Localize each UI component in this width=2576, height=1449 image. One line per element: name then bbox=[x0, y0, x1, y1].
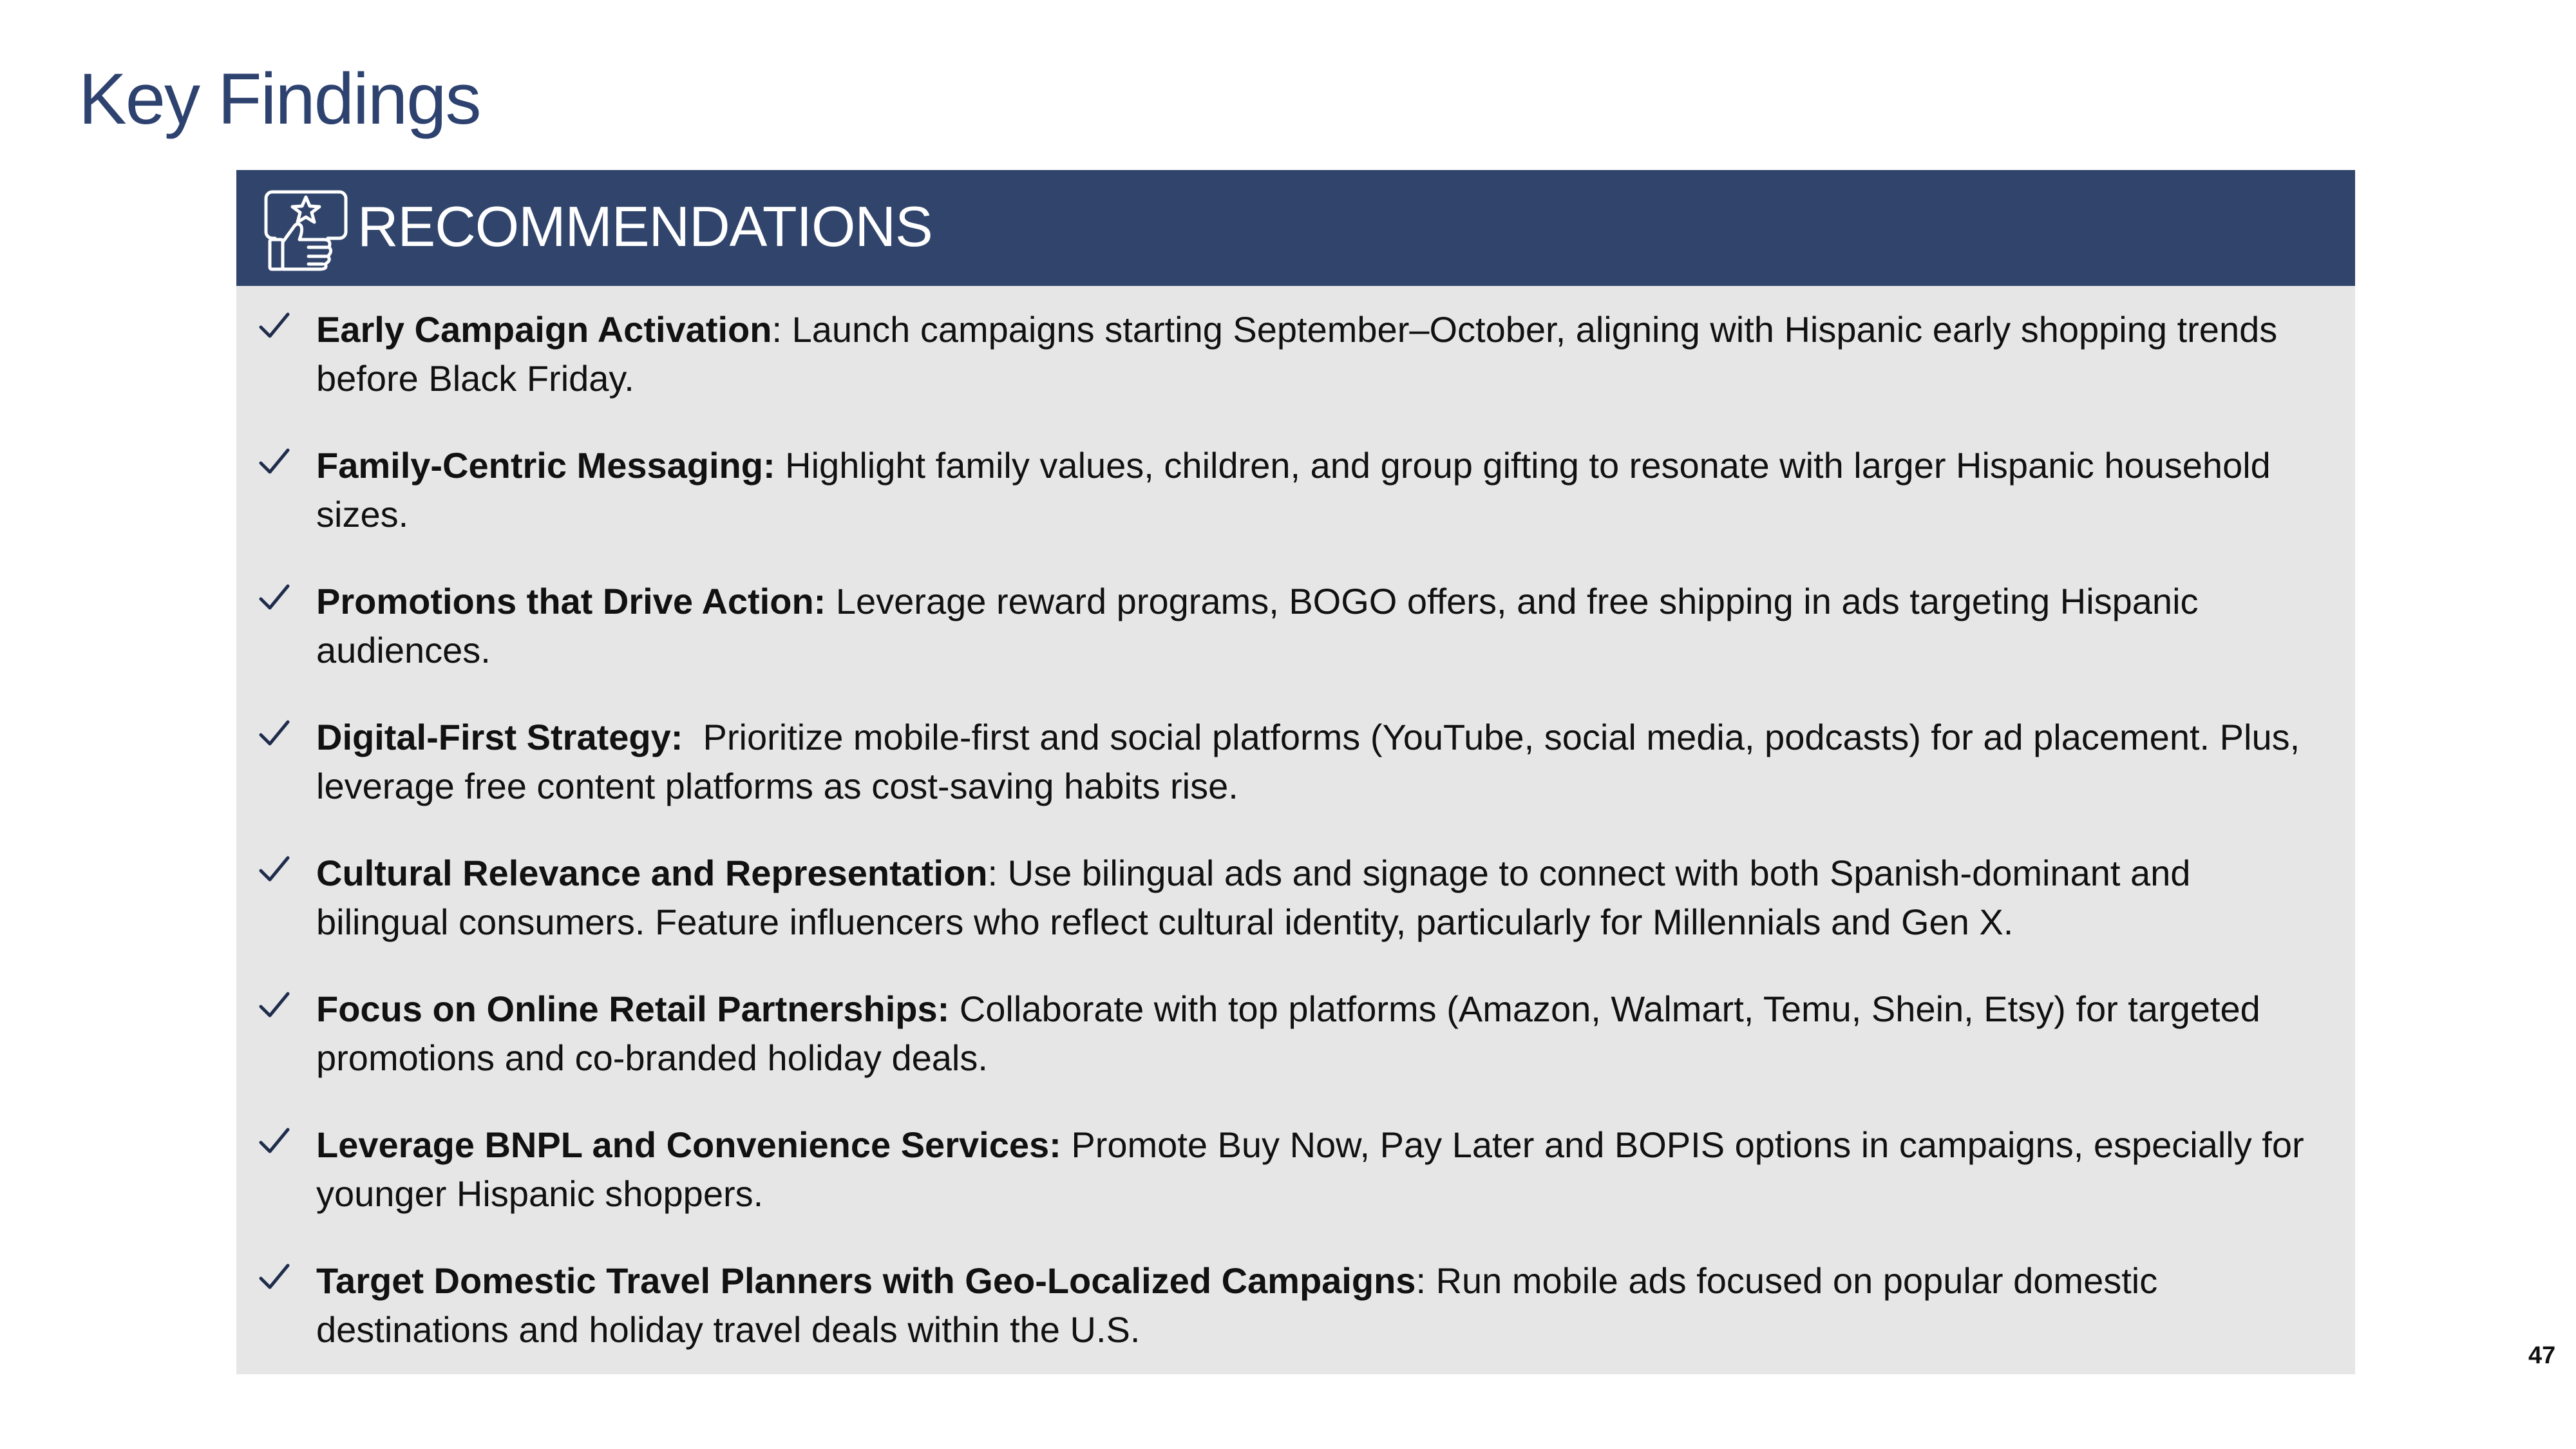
recommendation-body: Highlight family values, children, and group gifting to resonate with larger Hispanic household sizes. bbox=[316, 445, 2271, 535]
page-number: 47 bbox=[2528, 1342, 2556, 1369]
recommendation-separator bbox=[1061, 1124, 1072, 1165]
recommendation-separator bbox=[826, 581, 836, 621]
checkmark-icon bbox=[256, 715, 292, 752]
recommendation-separator bbox=[949, 989, 960, 1029]
recommendation-item bbox=[236, 441, 2355, 577]
recommendation-separator bbox=[683, 717, 703, 757]
checkmark-icon bbox=[256, 444, 292, 480]
checkmark-icon bbox=[256, 1123, 292, 1159]
recommendation-heading: Promotions that Drive Action: bbox=[316, 581, 826, 621]
recommendation-heading: Digital-First Strategy: bbox=[316, 717, 683, 757]
recommendation-text bbox=[316, 985, 2329, 1083]
recommendation-body: Prioritize mobile-first and social platforms (YouTube, social media, podcasts) for ad placement. Plus, leverage free content platforms as cost-saving habits rise. bbox=[316, 717, 2300, 806]
checkmark-icon bbox=[256, 1259, 292, 1295]
recommendation-text bbox=[316, 577, 2329, 675]
recommendation-text bbox=[316, 305, 2329, 403]
recommendation-text bbox=[316, 849, 2329, 947]
recommendation-body: Collaborate with top platforms (Amazon, Walmart, Temu, Shein, Etsy) for targeted promotions and co-branded holiday deals. bbox=[316, 989, 2260, 1078]
slide-title: Key Findings bbox=[79, 59, 480, 139]
recommendation-separator: : bbox=[1416, 1260, 1436, 1301]
recommendation-text bbox=[316, 713, 2329, 811]
recommendation-item bbox=[236, 305, 2355, 441]
recommendation-item bbox=[236, 985, 2355, 1121]
recommendation-text bbox=[316, 1256, 2329, 1354]
recommendation-separator bbox=[775, 445, 786, 486]
checkmark-icon bbox=[256, 580, 292, 616]
recommendations-list bbox=[236, 305, 2355, 1392]
recommendation-separator: : bbox=[772, 309, 792, 350]
recommendation-heading: Family-Centric Messaging: bbox=[316, 445, 775, 486]
checkmark-icon bbox=[256, 851, 292, 887]
panel-header bbox=[236, 170, 2355, 286]
recommendation-heading: Early Campaign Activation bbox=[316, 309, 772, 350]
thumbs-up-star-icon bbox=[261, 183, 351, 273]
recommendation-body: Leverage reward programs, BOGO offers, and free shipping in ads targeting Hispanic audiences. bbox=[316, 581, 2199, 670]
recommendation-item bbox=[236, 1121, 2355, 1256]
checkmark-icon bbox=[256, 987, 292, 1023]
recommendation-text bbox=[316, 1121, 2329, 1218]
recommendation-separator: : bbox=[987, 853, 1008, 893]
recommendation-body: Launch campaigns starting September–October, aligning with Hispanic early shopping trends before Black Friday. bbox=[316, 309, 2278, 399]
checkmark-icon bbox=[256, 308, 292, 344]
recommendations-panel bbox=[236, 170, 2355, 1374]
recommendation-heading: Target Domestic Travel Planners with Geo-Localized Campaigns bbox=[316, 1260, 1416, 1301]
recommendation-body: Run mobile ads focused on popular domestic destinations and holiday travel deals within the U.S. bbox=[316, 1260, 2158, 1350]
recommendation-item bbox=[236, 849, 2355, 985]
recommendation-body: Promote Buy Now, Pay Later and BOPIS options in campaigns, especially for younger Hispanic shoppers. bbox=[316, 1124, 2304, 1214]
recommendation-item bbox=[236, 1256, 2355, 1392]
recommendation-body: Use bilingual ads and signage to connect with both Spanish-dominant and bilingual consumers. Feature influencers who reflect cultural identity, particularly for Millennials and Gen X. bbox=[316, 853, 2191, 942]
recommendation-item bbox=[236, 577, 2355, 713]
recommendation-heading: Focus on Online Retail Partnerships: bbox=[316, 989, 950, 1029]
panel-header-title: RECOMMENDATIONS bbox=[357, 194, 933, 258]
recommendation-heading: Leverage BNPL and Convenience Services: bbox=[316, 1124, 1061, 1165]
recommendation-item bbox=[236, 713, 2355, 849]
recommendation-heading: Cultural Relevance and Representation bbox=[316, 853, 988, 893]
recommendation-text bbox=[316, 441, 2329, 539]
